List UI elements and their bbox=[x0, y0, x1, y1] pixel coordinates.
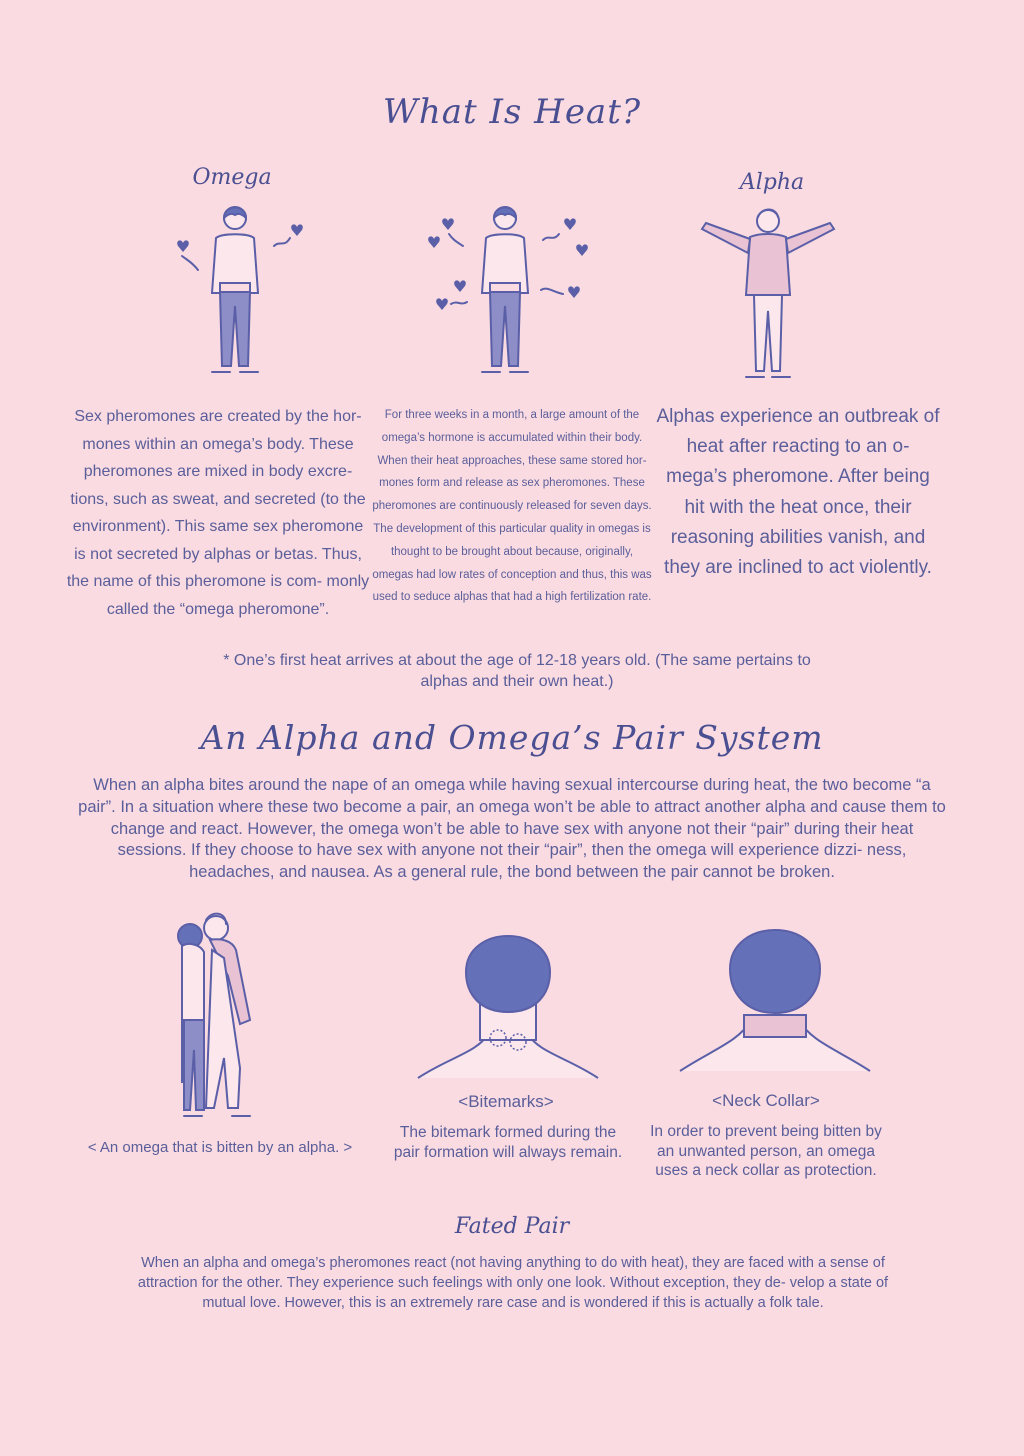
first-heat-note: * One’s first heat arrives at about the age of 12-18 years old. (The same pertains to alphas and their own heat.) bbox=[223, 652, 811, 690]
alpha-figure-illustration bbox=[698, 205, 843, 385]
bitemarks-text: The bitemark formed during the pair formation will always remain. bbox=[393, 1124, 623, 1161]
bitten-omega-illustration bbox=[170, 910, 280, 1130]
neck-collar-illustration bbox=[680, 925, 870, 1075]
neck-collar-label: <Neck Collar> bbox=[712, 1091, 820, 1110]
omega-in-heat-illustration bbox=[425, 200, 595, 385]
bitemarks-label: <Bitemarks> bbox=[458, 1092, 554, 1111]
fated-pair-text: When an alpha and omega’s pheromones react (not having anything to do with heat), they are faced with a sense of attraction for the other. They experience such feelings with only one look. Without exception, they de- velop a state of mutual love. However, this is an extremely rare case and is wondered if this is actually a folk tale. bbox=[137, 1255, 889, 1311]
pair-system-intro: When an alpha bites around the nape of an omega while having sexual intercourse during heat, the two become “a pair”. In a situation where these two become a pair, an omega won’t be able to attract another alpha and cause them to change and react. However, the omega won’t be able to have sex with anyone not their “pair” during their heat sessions. If they choose to have sex with anyone not their “pair”, then the omega will experience dizzi- ness, headaches, and nausea. As a general rule, the bond between the pair cannot be broken. bbox=[78, 776, 946, 882]
bitten-caption: < An omega that is bitten by an alpha. > bbox=[87, 1139, 353, 1156]
page-title: What Is Heat? bbox=[382, 92, 642, 132]
omega-label: Omega bbox=[192, 165, 272, 190]
neck-collar-text: In order to prevent being bitten by an unwanted person, an omega uses a neck collar as protection. bbox=[650, 1123, 882, 1179]
bitemarks-illustration bbox=[418, 930, 598, 1080]
omega-pheromone-text: Sex pheromones are created by the hor- mones within an omega’s body. These pheromones are mixed in body excre- tions, such as sweat, and secreted (to the environment). This same sex pheromone is not secreted by alphas or betas. Thus, the name of this pheromone is com- monly called the “omega pheromone”. bbox=[66, 408, 370, 618]
heat-cycle-text: For three weeks in a month, a large amount of the omega’s hormone is accumulated within their body. When their heat approaches, these same stored hor- mones form and release as sex pheromones. These pheromones are continuously released for seven days. The development of this particular quality in omegas is thought to be brought about because, originally, omegas had low rates of conception and thus, this was used to seduce alphas that had a high fertilization rate. bbox=[372, 409, 652, 604]
alpha-label: Alpha bbox=[739, 170, 805, 195]
alpha-heat-text: Alphas experience an outbreak of heat after reacting to an o- mega’s pheromone. After being hit with the heat once, their reasoning abilities vanish, and they are inclined to act violently. bbox=[656, 406, 940, 579]
fated-pair-title: Fated Pair bbox=[454, 1214, 570, 1239]
omega-figure-illustration bbox=[170, 200, 310, 385]
pair-system-title: An Alpha and Omega’s Pair System bbox=[200, 718, 824, 757]
